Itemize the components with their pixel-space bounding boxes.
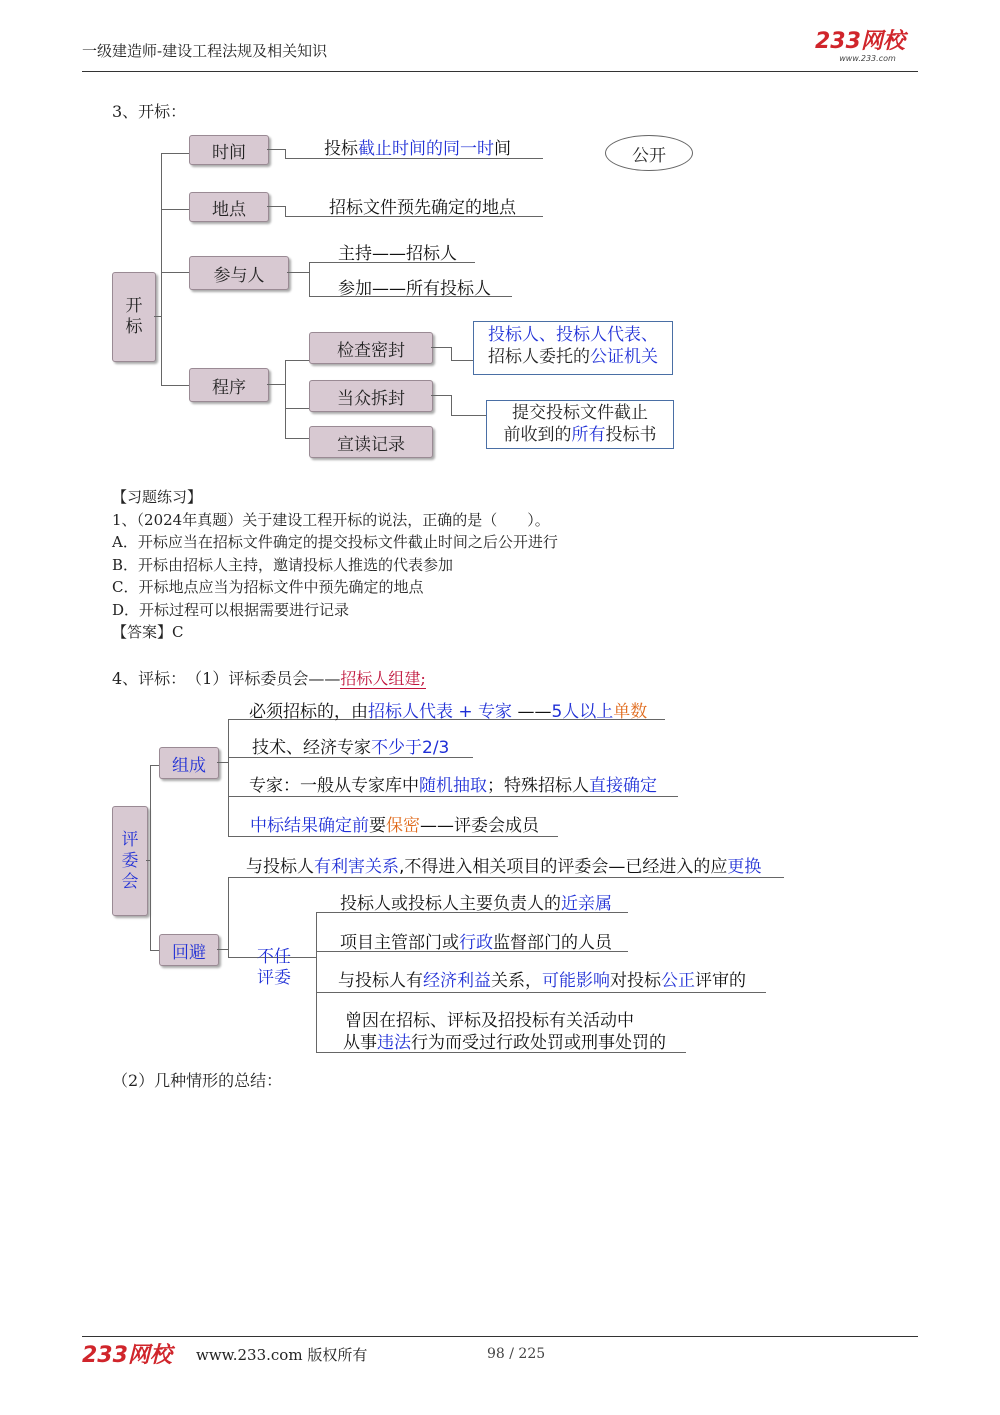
node-participants: 参与人 bbox=[189, 256, 289, 290]
c1-d: 5人以上 bbox=[551, 702, 614, 722]
box2-line2 bbox=[487, 424, 673, 446]
connector bbox=[228, 719, 229, 836]
c3-d: 直接确定 bbox=[589, 776, 657, 796]
connector bbox=[228, 877, 784, 878]
connector bbox=[267, 206, 285, 207]
connector bbox=[285, 408, 309, 409]
connector bbox=[451, 347, 452, 360]
time-text bbox=[324, 134, 511, 159]
connector bbox=[161, 153, 189, 154]
unfit-line2: 评委 bbox=[257, 968, 291, 988]
connector bbox=[228, 877, 229, 957]
r3-a: 与投标人有 bbox=[338, 971, 423, 991]
a0-c: ,不得进入相关项目的评委会—已经进入的应 bbox=[399, 857, 728, 877]
r3-g: 评审的 bbox=[695, 971, 746, 991]
a0-d: 更换 bbox=[727, 857, 762, 877]
connector bbox=[267, 149, 285, 150]
c4-b: 要 bbox=[369, 816, 386, 836]
r3-e: 对投标 bbox=[610, 971, 661, 991]
box1-line2-pre: 招标人委托的 bbox=[488, 347, 590, 367]
exercise-answer: 【答案】C bbox=[112, 623, 184, 641]
public-label: 公开 bbox=[632, 145, 666, 166]
box-all-bids bbox=[486, 400, 674, 449]
connector bbox=[431, 347, 451, 348]
exercise-option-c: C．开标地点应当为招标文件中预先确定的地点 bbox=[112, 578, 424, 596]
connector bbox=[150, 950, 159, 951]
exercise-option-b: B．开标由招标人主持，邀请投标人推选的代表参加 bbox=[112, 555, 454, 574]
connector bbox=[285, 360, 286, 438]
composition-line-3 bbox=[249, 771, 657, 796]
box2-line2-post: 投标书 bbox=[605, 425, 657, 445]
time-text-blue: 截止时间的同一时 bbox=[358, 139, 494, 159]
logo-sub: www.233.com bbox=[839, 54, 896, 63]
root-node-kaibiao bbox=[112, 272, 156, 362]
exercise-option-d: D．开标过程可以根据需要进行记录 bbox=[112, 600, 350, 619]
connector bbox=[154, 316, 161, 317]
r3-d: 可能影响 bbox=[542, 971, 610, 991]
avoid-top-line bbox=[246, 852, 761, 877]
node-place: 地点 bbox=[189, 192, 269, 222]
c2-b: 不少于2/3 bbox=[371, 738, 450, 758]
footer-site: www.233.com 版权所有 bbox=[196, 1346, 368, 1364]
a0-a: 与投标人 bbox=[246, 857, 314, 877]
connector bbox=[285, 360, 309, 361]
composition-line-1 bbox=[249, 697, 647, 722]
connector bbox=[217, 949, 228, 950]
logo-main: 233网校 bbox=[815, 29, 905, 54]
public-ellipse bbox=[605, 135, 693, 171]
r3-b: 经济利益 bbox=[423, 971, 491, 991]
section-4-sub2: （2）几种情形的总结： bbox=[112, 1071, 283, 1090]
connector bbox=[161, 209, 189, 210]
r2-b: 行政 bbox=[459, 933, 493, 953]
c1-c: —— bbox=[512, 702, 552, 722]
footer-page-number: 98 / 225 bbox=[487, 1346, 546, 1362]
c2-a: 技术、经济专家 bbox=[252, 738, 371, 758]
node-procedure: 程序 bbox=[189, 368, 269, 402]
node-time: 时间 bbox=[189, 135, 269, 165]
box2-line1: 提交投标文件截止 bbox=[512, 403, 648, 423]
connector bbox=[150, 765, 159, 766]
header-logo bbox=[815, 30, 920, 66]
connector bbox=[161, 272, 189, 273]
section-4-heading-pre: 4、评标： （1）评标委员会—— bbox=[112, 669, 341, 688]
box1-line1: 投标人、投标人代表、 bbox=[488, 325, 658, 345]
connector bbox=[431, 395, 451, 396]
footer-logo: 233网校 bbox=[82, 1343, 172, 1368]
node-avoid: 回避 bbox=[159, 934, 219, 966]
exercise-block bbox=[112, 486, 912, 644]
time-text-pre: 投标 bbox=[324, 139, 358, 159]
r1-b: 近亲属 bbox=[561, 894, 612, 914]
r4-c: 行为而受过行政处罚或刑事处罚的 bbox=[411, 1033, 666, 1053]
connector bbox=[287, 272, 309, 273]
avoid-reason-1 bbox=[340, 889, 612, 914]
node-check-seal: 检查密封 bbox=[309, 332, 433, 364]
composition-line-2 bbox=[252, 733, 449, 758]
r2-a: 项目主管部门或 bbox=[340, 933, 459, 953]
box2-line2-pre: 前收到的 bbox=[503, 425, 572, 445]
root-char-2: 标 bbox=[125, 317, 143, 337]
c1-b: 招标人代表 + 专家 bbox=[368, 702, 513, 722]
connector bbox=[451, 360, 473, 361]
participants-attend: 参加——所有投标人 bbox=[338, 279, 491, 299]
time-text-post: 间 bbox=[494, 139, 511, 159]
c4-a: 中标结果确定前 bbox=[250, 816, 369, 836]
connector bbox=[451, 415, 486, 416]
connector bbox=[451, 395, 452, 415]
root-node-pingweihui bbox=[112, 806, 148, 916]
section-4-heading bbox=[112, 666, 426, 689]
connector bbox=[285, 149, 286, 158]
root-char-1: 开 bbox=[125, 296, 143, 316]
composition-line-4 bbox=[250, 811, 539, 836]
r4-b: 违法 bbox=[377, 1033, 411, 1053]
avoid-reason-2 bbox=[340, 928, 612, 953]
section-3-heading: 3、开标： bbox=[112, 102, 187, 121]
connector bbox=[309, 262, 310, 296]
c3-b: 随机抽取 bbox=[419, 776, 487, 796]
node-read-record: 宣读记录 bbox=[309, 426, 433, 458]
a0-b: 有利害关系 bbox=[314, 857, 399, 877]
avoid-reason-4 bbox=[345, 1010, 666, 1054]
connector bbox=[285, 438, 309, 439]
participants-host: 主持——招标人 bbox=[338, 244, 457, 264]
connector bbox=[161, 153, 162, 385]
c3-c: ；特殊招标人 bbox=[487, 776, 589, 796]
c4-d: ——评委会成员 bbox=[420, 816, 539, 836]
c1-e: 单数 bbox=[613, 702, 648, 722]
exercise-title: 【习题练习】 bbox=[112, 488, 203, 506]
c4-c: 保密 bbox=[386, 816, 420, 836]
r3-c: 关系， bbox=[491, 971, 542, 991]
place-text: 招标文件预先确定的地点 bbox=[329, 198, 516, 218]
root-char-1: 评 bbox=[121, 829, 139, 850]
r4-line2 bbox=[343, 1032, 666, 1054]
connector bbox=[228, 836, 558, 837]
section-4-heading-red: 招标人组建; bbox=[340, 669, 426, 688]
c1-a: 必须招标的，由 bbox=[249, 702, 368, 722]
node-composition: 组成 bbox=[159, 747, 219, 779]
root-char-3: 会 bbox=[121, 871, 139, 892]
connector bbox=[217, 762, 228, 763]
exercise-question: 1、（2024年真题）关于建设工程开标的说法，正确的是（ ）。 bbox=[112, 510, 550, 529]
node-open-public: 当众拆封 bbox=[309, 380, 433, 412]
box1-line2 bbox=[474, 346, 672, 368]
connector bbox=[267, 384, 285, 385]
box1-line2-blue: 公证机关 bbox=[590, 347, 658, 367]
connector bbox=[285, 206, 286, 216]
connector bbox=[316, 992, 766, 993]
footer-rule bbox=[82, 1336, 918, 1337]
header-rule bbox=[82, 71, 918, 72]
connector bbox=[161, 385, 189, 386]
root-char-2: 委 bbox=[121, 850, 139, 871]
box-seal-checkers bbox=[473, 321, 673, 375]
r2-c: 监督部门的人员 bbox=[493, 933, 612, 953]
box2-line2-blue: 所有 bbox=[571, 425, 606, 445]
r4-a: 从事 bbox=[343, 1033, 377, 1053]
exercise-option-a: A．开标应当在招标文件确定的提交投标文件截止时间之后公开进行 bbox=[112, 533, 558, 551]
r4-line1: 曾因在招标、评标及招投标有关活动中 bbox=[345, 1011, 634, 1031]
c3-a: 专家：一般从专家库中 bbox=[249, 776, 419, 796]
unfit-label bbox=[256, 947, 292, 989]
connector bbox=[228, 796, 678, 797]
r3-f: 公正 bbox=[661, 971, 695, 991]
unfit-line1: 不任 bbox=[257, 947, 291, 967]
connector bbox=[316, 912, 317, 1052]
connector bbox=[150, 765, 151, 950]
r1-a: 投标人或投标人主要负责人的 bbox=[340, 894, 561, 914]
header-title: 一级建造师-建设工程法规及相关知识 bbox=[82, 42, 328, 60]
avoid-reason-3 bbox=[338, 966, 746, 991]
